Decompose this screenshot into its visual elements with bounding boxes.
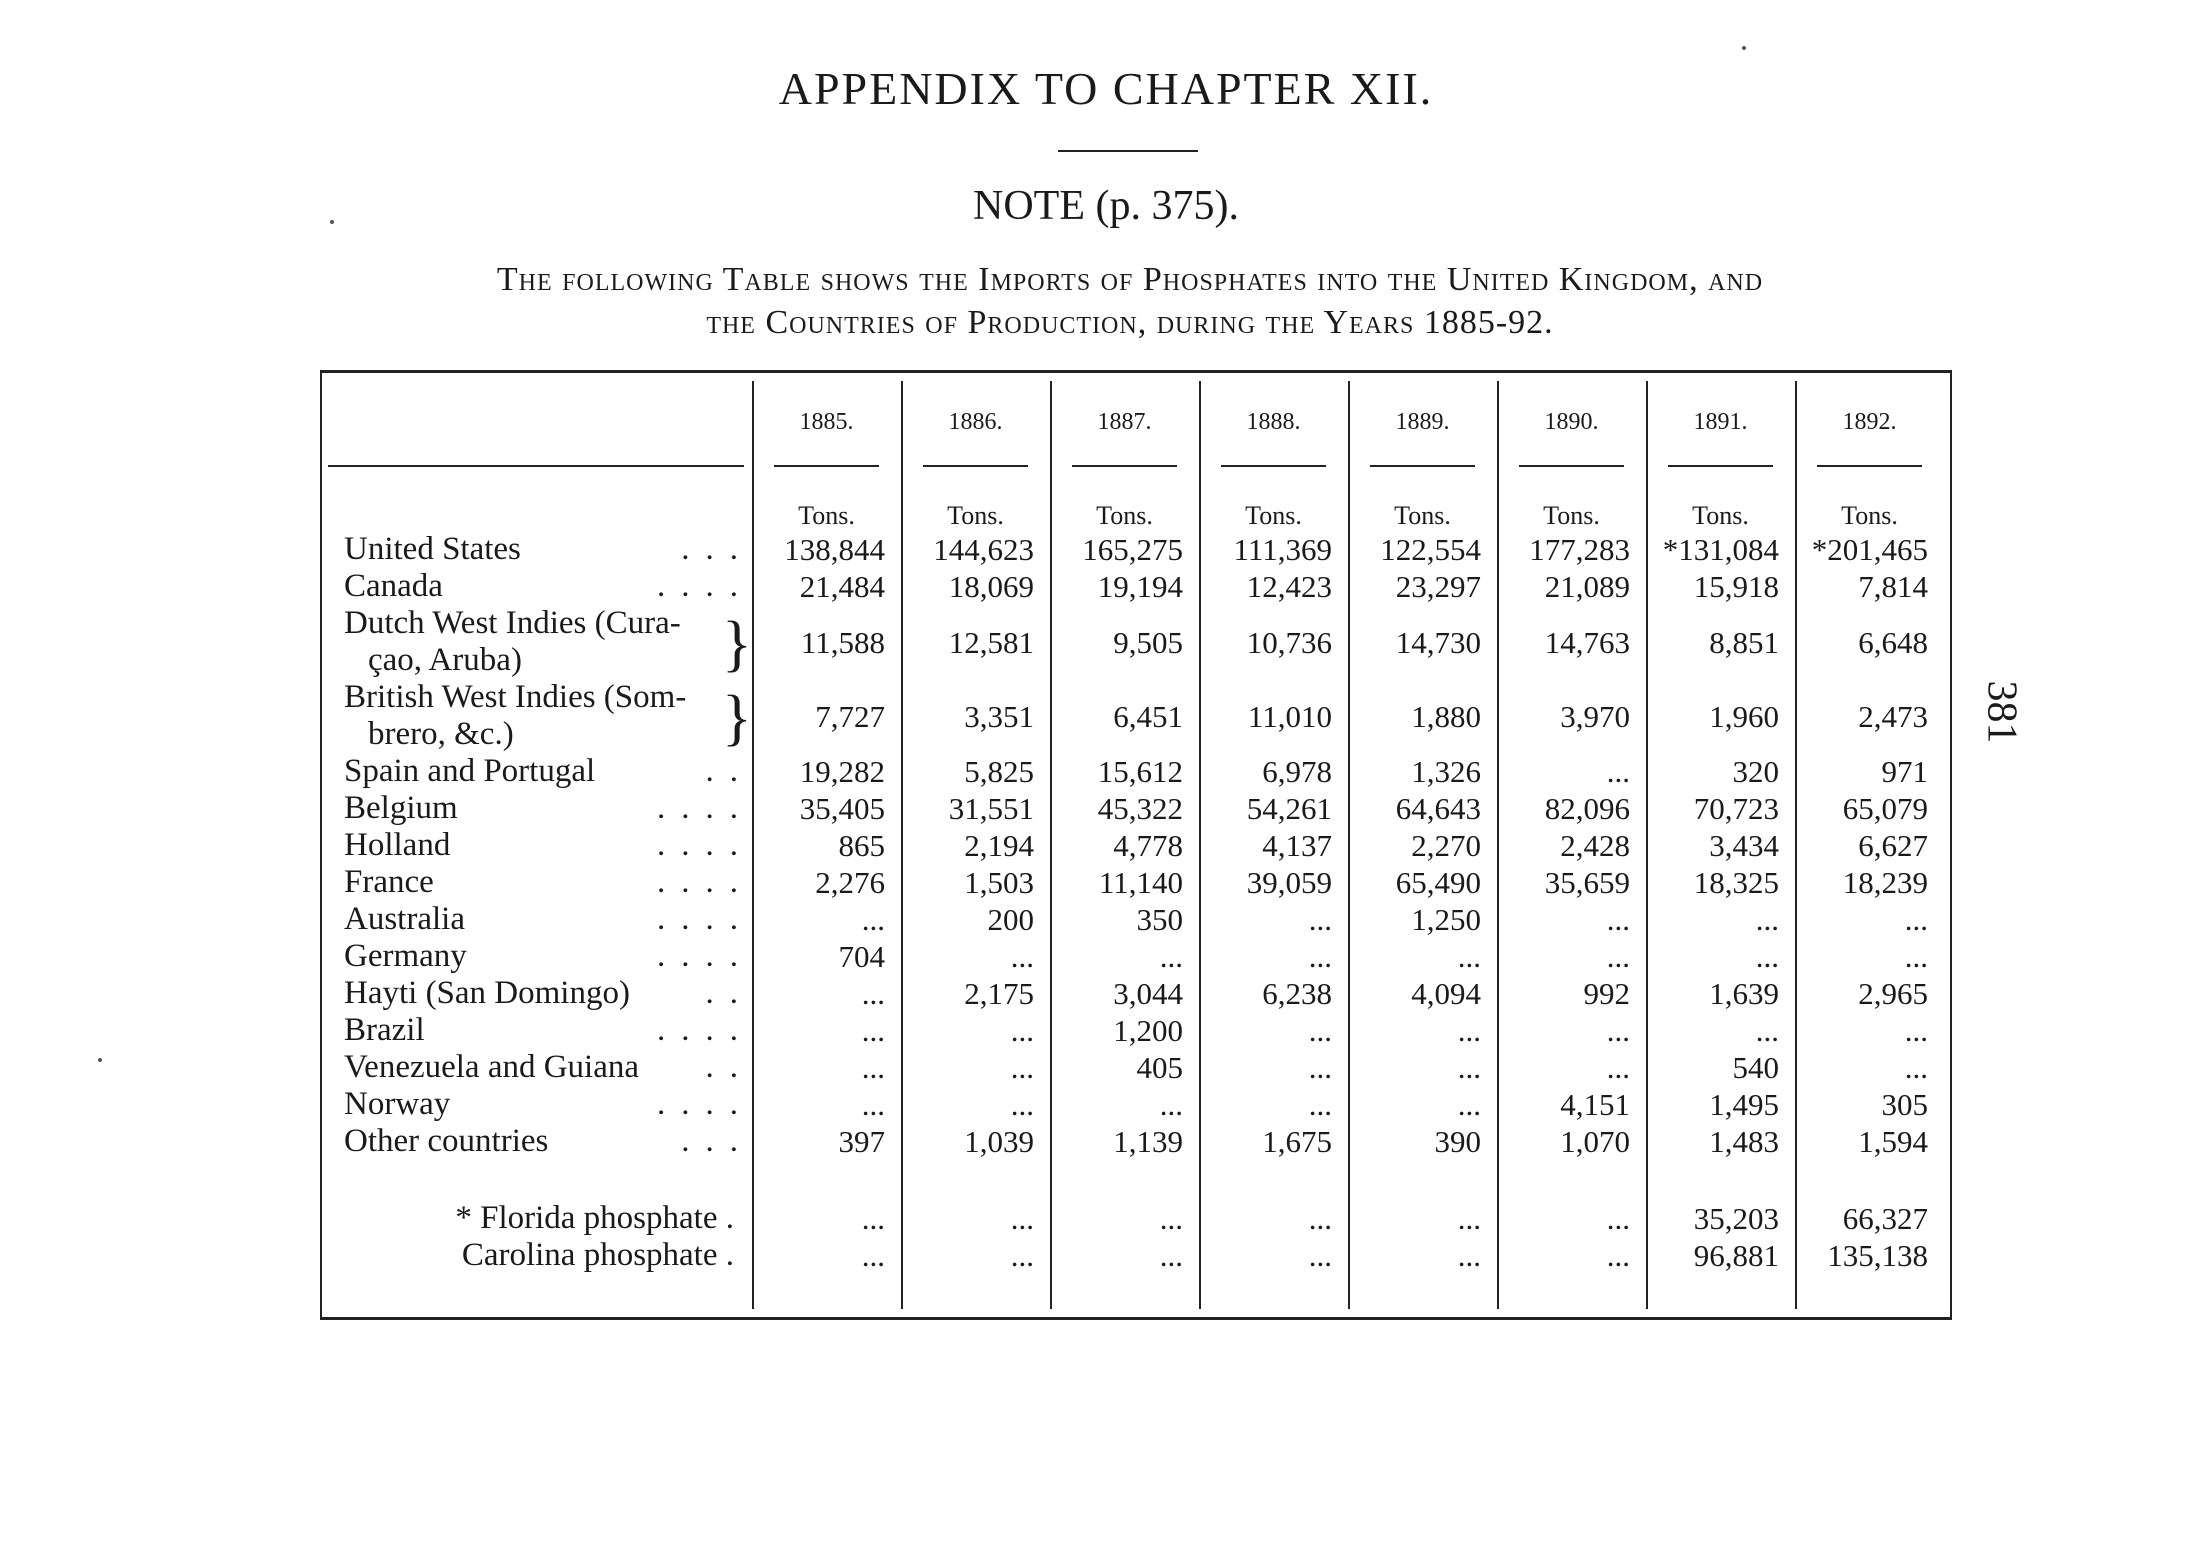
table-cell: ... xyxy=(1010,1050,1034,1085)
header-rule xyxy=(1221,465,1326,467)
row-label-continued: çao, Aruba) xyxy=(368,642,522,678)
row-label: Belgium xyxy=(344,790,458,826)
note-heading: NOTE (p. 375). xyxy=(973,183,1239,229)
table-cell: ... xyxy=(1457,1050,1481,1085)
table-cell: 4,778 xyxy=(1113,828,1183,863)
table-cell: ... xyxy=(1606,939,1630,974)
row-label: Norway xyxy=(344,1086,451,1122)
table-cell: 19,282 xyxy=(799,754,885,789)
unit-label: Tons. xyxy=(798,501,855,530)
row-label: Holland xyxy=(344,827,451,863)
table-cell: ... xyxy=(1308,939,1332,974)
table-cell: 320 xyxy=(1732,754,1779,789)
table-cell: *201,465 xyxy=(1811,532,1928,567)
table-cell: 45,322 xyxy=(1097,791,1183,826)
table-cell: 18,325 xyxy=(1693,865,1779,900)
unit-label: Tons. xyxy=(1543,501,1600,530)
year-header: 1891. xyxy=(1693,409,1748,435)
dot-leaders: ... xyxy=(681,1123,754,1159)
table-cell: 70,723 xyxy=(1693,791,1779,826)
table-cell: 1,675 xyxy=(1262,1124,1332,1159)
table-cell: 122,554 xyxy=(1380,532,1481,567)
table-cell: 177,283 xyxy=(1529,532,1630,567)
row-label: Canada xyxy=(344,568,443,604)
table-cell: ... xyxy=(1904,1013,1928,1048)
row-label: Spain and Portugal xyxy=(344,753,596,789)
table-cell: 35,659 xyxy=(1544,865,1630,900)
dot-leaders: .... xyxy=(657,568,754,604)
table-cell: 135,138 xyxy=(1827,1238,1928,1273)
table-cell: ... xyxy=(1159,1201,1183,1236)
table-cell: ... xyxy=(1308,1201,1332,1236)
table-cell: ... xyxy=(1010,1013,1034,1048)
table-cell: ... xyxy=(1010,939,1034,974)
table-cell: ... xyxy=(1904,1050,1928,1085)
header-rule xyxy=(1817,465,1922,467)
table-cell: ... xyxy=(1606,754,1630,789)
header-rule xyxy=(923,465,1028,467)
table-cell: 3,044 xyxy=(1113,976,1183,1011)
table-cell: 1,960 xyxy=(1709,699,1779,734)
table-cell: 4,094 xyxy=(1411,976,1481,1011)
table-cell: 14,730 xyxy=(1395,625,1481,660)
table-cell: 15,918 xyxy=(1693,569,1779,604)
table-cell: 65,490 xyxy=(1395,865,1481,900)
dot-leaders: ... xyxy=(681,531,754,567)
table-cell: ... xyxy=(861,1050,885,1085)
table-cell: 6,627 xyxy=(1858,828,1928,863)
table-cell: 305 xyxy=(1881,1087,1928,1122)
row-label: Other countries xyxy=(344,1123,549,1159)
row-label: France xyxy=(344,864,434,900)
brace-mark: } xyxy=(722,684,752,752)
table-cell: 2,276 xyxy=(815,865,885,900)
dot-leaders: .. xyxy=(705,975,754,1011)
table-cell: ... xyxy=(1904,902,1928,937)
table-cell: ... xyxy=(1457,939,1481,974)
page-number: 381 xyxy=(1978,680,2025,744)
brace-mark: } xyxy=(722,610,752,678)
table-cell: ... xyxy=(1457,1087,1481,1122)
table-cell: ... xyxy=(1606,1238,1630,1273)
dot-leaders: .... xyxy=(657,938,754,974)
table-cell: 2,270 xyxy=(1411,828,1481,863)
table-cell: 21,089 xyxy=(1544,569,1630,604)
table-cell: ... xyxy=(1159,939,1183,974)
unit-label: Tons. xyxy=(1841,501,1898,530)
unit-label: Tons. xyxy=(1394,501,1451,530)
table-cell: 18,239 xyxy=(1842,865,1928,900)
table-cell: 992 xyxy=(1583,976,1630,1011)
table-cell: ... xyxy=(1010,1087,1034,1122)
dot-leaders: .... xyxy=(657,827,754,863)
table-cell: 11,010 xyxy=(1247,699,1332,734)
row-label-continued: brero, &c.) xyxy=(368,716,514,752)
table-cell: 1,503 xyxy=(964,865,1034,900)
table-cell: ... xyxy=(1010,1201,1034,1236)
table-cell: 138,844 xyxy=(784,532,885,567)
header-rule xyxy=(328,465,744,467)
table-cell: 64,643 xyxy=(1395,791,1481,826)
phosphate-imports-table xyxy=(320,370,1952,1320)
table-cell: ... xyxy=(1159,1087,1183,1122)
table-cell: 1,483 xyxy=(1709,1124,1779,1159)
footnote-row-label: * Florida phosphate . xyxy=(455,1200,734,1236)
table-cell: 12,581 xyxy=(948,625,1034,660)
dot-leaders: .... xyxy=(657,1012,754,1048)
dot-leaders: .... xyxy=(657,1086,754,1122)
table-cell: 1,200 xyxy=(1113,1013,1183,1048)
year-header: 1888. xyxy=(1246,409,1301,435)
row-label: British West Indies (Som- xyxy=(344,679,687,715)
dot-leaders: .... xyxy=(657,864,754,900)
table-cell: 704 xyxy=(838,939,885,974)
table-cell: 39,059 xyxy=(1246,865,1332,900)
table-cell: 3,351 xyxy=(964,699,1034,734)
table-cell: 5,825 xyxy=(964,754,1034,789)
dot-leaders: .. xyxy=(705,753,754,789)
table-cell: 1,495 xyxy=(1709,1087,1779,1122)
table-cell: ... xyxy=(1904,939,1928,974)
year-header: 1885. xyxy=(799,409,854,435)
caption-line-2: the Countries of Production, during the Years 1885-92. xyxy=(706,304,1554,341)
table-cell: 14,763 xyxy=(1544,625,1630,660)
table-cell: ... xyxy=(1606,1013,1630,1048)
unit-label: Tons. xyxy=(1692,501,1749,530)
table-cell: 2,473 xyxy=(1858,699,1928,734)
table-cell: 7,814 xyxy=(1858,569,1928,604)
table-cell: 96,881 xyxy=(1693,1238,1779,1273)
table-cell: ... xyxy=(1308,1087,1332,1122)
table-cell: 6,451 xyxy=(1113,699,1183,734)
title-rule xyxy=(1058,150,1198,152)
row-label: Brazil xyxy=(344,1012,425,1048)
table-cell: ... xyxy=(861,1201,885,1236)
table-cell: 11,140 xyxy=(1098,865,1183,900)
table-cell: 65,079 xyxy=(1842,791,1928,826)
table-cell: 350 xyxy=(1136,902,1183,937)
table-cell: 4,137 xyxy=(1262,828,1332,863)
table-cell: 865 xyxy=(838,828,885,863)
footnote-row-label: Carolina phosphate . xyxy=(461,1237,734,1273)
table-cell: 971 xyxy=(1881,754,1928,789)
stray-mark xyxy=(330,220,334,224)
table-cell: 3,970 xyxy=(1560,699,1630,734)
table-cell: 2,175 xyxy=(964,976,1034,1011)
table-cell: ... xyxy=(1308,902,1332,937)
table-cell: 7,727 xyxy=(815,699,885,734)
table-cell: 405 xyxy=(1136,1050,1183,1085)
table-cell: 165,275 xyxy=(1082,532,1183,567)
table-cell: 200 xyxy=(987,902,1034,937)
table-cell: 8,851 xyxy=(1709,625,1779,660)
table-cell: *131,084 xyxy=(1662,532,1779,567)
table-cell: ... xyxy=(1010,1238,1034,1273)
table-cell: ... xyxy=(861,976,885,1011)
table-cell: 111,369 xyxy=(1233,532,1332,567)
table-cell: ... xyxy=(1755,939,1779,974)
dot-leaders: .... xyxy=(657,790,754,826)
row-label: Hayti (San Domingo) xyxy=(344,975,630,1011)
table-cell: ... xyxy=(1308,1050,1332,1085)
year-header: 1892. xyxy=(1842,409,1897,435)
table-cell: 2,428 xyxy=(1560,828,1630,863)
table-cell: 6,238 xyxy=(1262,976,1332,1011)
table-cell: ... xyxy=(1606,1050,1630,1085)
dot-leaders: .. xyxy=(705,1049,754,1085)
year-header: 1887. xyxy=(1097,409,1152,435)
table-cell: 3,434 xyxy=(1709,828,1779,863)
table-cell: 11,588 xyxy=(800,625,885,660)
table-cell: 1,139 xyxy=(1113,1124,1183,1159)
table-cell: 19,194 xyxy=(1097,569,1183,604)
table-cell: 12,423 xyxy=(1246,569,1332,604)
table-cell: 1,594 xyxy=(1858,1124,1928,1159)
table-cell: 21,484 xyxy=(799,569,885,604)
year-header: 1890. xyxy=(1544,409,1599,435)
table-cell: 397 xyxy=(838,1124,885,1159)
year-header: 1889. xyxy=(1395,409,1450,435)
table-cell: 35,203 xyxy=(1693,1201,1779,1236)
header-rule xyxy=(1519,465,1624,467)
table-cell: ... xyxy=(861,1013,885,1048)
table-cell: 1,070 xyxy=(1560,1124,1630,1159)
table-cell: 9,505 xyxy=(1113,625,1183,660)
table-cell: 390 xyxy=(1434,1124,1481,1159)
table-cell: ... xyxy=(1457,1013,1481,1048)
table-cell: 144,623 xyxy=(933,532,1034,567)
table-cell: ... xyxy=(861,1087,885,1122)
table-cell: 6,648 xyxy=(1858,625,1928,660)
header-rule xyxy=(1072,465,1177,467)
page-title: APPENDIX TO CHAPTER XII. xyxy=(778,63,1434,114)
table-cell: 1,639 xyxy=(1709,976,1779,1011)
table-cell: ... xyxy=(1755,1013,1779,1048)
table-cell: 54,261 xyxy=(1246,791,1332,826)
table-cell: ... xyxy=(1606,902,1630,937)
table-cell: 6,978 xyxy=(1262,754,1332,789)
row-label: United States xyxy=(344,531,521,567)
table-cell: 35,405 xyxy=(799,791,885,826)
row-label: Germany xyxy=(344,938,467,974)
table-cell: 1,250 xyxy=(1411,902,1481,937)
row-label: Australia xyxy=(344,901,465,937)
header-rule xyxy=(1668,465,1773,467)
table-cell: 15,612 xyxy=(1097,754,1183,789)
stray-mark xyxy=(98,1058,102,1062)
table-cell: ... xyxy=(1457,1238,1481,1273)
caption-line-1: The following Table shows the Imports of Phosphates into the United Kingdom, and xyxy=(496,261,1764,298)
table-cell: ... xyxy=(861,902,885,937)
table-cell: 31,551 xyxy=(948,791,1034,826)
unit-label: Tons. xyxy=(1096,501,1153,530)
table-cell: 66,327 xyxy=(1842,1201,1928,1236)
unit-label: Tons. xyxy=(1245,501,1302,530)
table-cell: ... xyxy=(1308,1238,1332,1273)
header-rule xyxy=(1370,465,1475,467)
table-cell: 82,096 xyxy=(1544,791,1630,826)
table-cell: 10,736 xyxy=(1246,625,1332,660)
row-label: Dutch West Indies (Cura- xyxy=(344,605,681,641)
table-cell: 18,069 xyxy=(948,569,1034,604)
table-cell: ... xyxy=(861,1238,885,1273)
table-caption xyxy=(330,258,1930,344)
table-cell: ... xyxy=(1457,1201,1481,1236)
year-header: 1886. xyxy=(948,409,1003,435)
table-cell: 540 xyxy=(1732,1050,1779,1085)
table-cell: 1,880 xyxy=(1411,699,1481,734)
table-cell: 1,326 xyxy=(1411,754,1481,789)
table-cell: 1,039 xyxy=(964,1124,1034,1159)
unit-label: Tons. xyxy=(947,501,1004,530)
table-cell: ... xyxy=(1308,1013,1332,1048)
table-cell: ... xyxy=(1606,1201,1630,1236)
table-cell: ... xyxy=(1159,1238,1183,1273)
table-cell: ... xyxy=(1755,902,1779,937)
table-cell: 2,194 xyxy=(964,828,1034,863)
table-cell: 23,297 xyxy=(1395,569,1481,604)
stray-mark xyxy=(1742,46,1746,50)
table-cell: 4,151 xyxy=(1560,1087,1630,1122)
table-cell: 2,965 xyxy=(1858,976,1928,1011)
row-label: Venezuela and Guiana xyxy=(344,1049,640,1085)
dot-leaders: .... xyxy=(657,901,754,937)
header-rule xyxy=(774,465,879,467)
